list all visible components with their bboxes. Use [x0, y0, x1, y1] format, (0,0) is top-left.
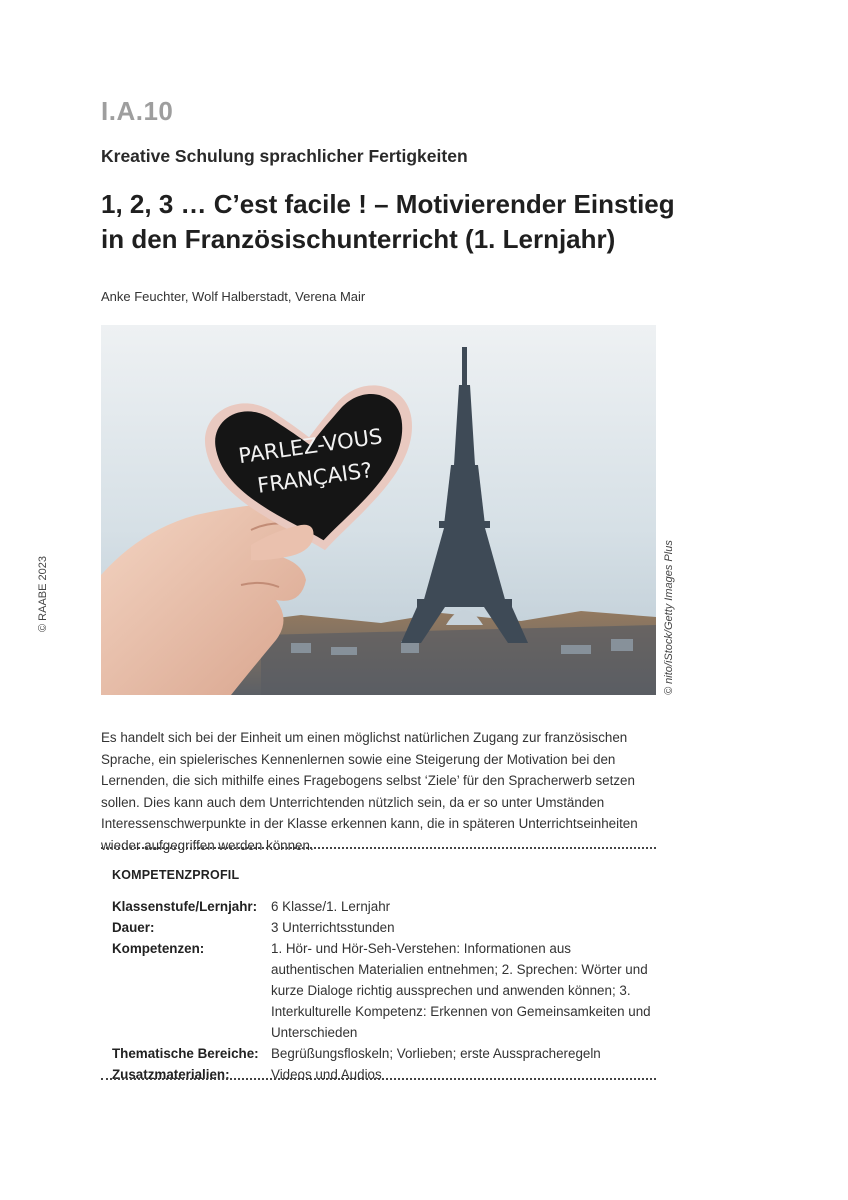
page-title: 1, 2, 3 … C’est facile ! – Motivierender Einstieg in den Französischunterricht (1. Lernjahr) [101, 189, 675, 254]
heart-text-line1: PARLEZ-VOUS [236, 424, 384, 469]
photo-credit: © nito/iStock/Getty Images Plus [663, 540, 675, 695]
profile-row-competences [112, 938, 657, 1043]
intro-paragraph: Es handelt sich bei der Einheit um einen möglichst natürlichen Zugang zur französischen Sprache, ein spielerisches Kennenlernen sowie eine Steigerung der Motivation bei den Lernenden, die sich mithilfe eines Fragebogens selbst ‘Ziele’ für den Spracherwerb setzen sollen. Dies kann auch dem Unterrichtenden nützlich sein, da er so unter Umständen Interessenschwerpunkte in der Klasse erkennen kann, die in späteren Unterrichtseinheiten wieder aufgegriffen werden können. [101, 730, 638, 853]
divider-top [101, 847, 656, 849]
profile-value: Begrüßungsfloskeln; Vorlieben; erste Ausspracheregeln [271, 1046, 601, 1061]
unit-code: I.A.10 [101, 96, 174, 126]
profile-label: Thematische Bereiche: [112, 1046, 259, 1061]
profile-label: Klassenstufe/Lernjahr: [112, 899, 258, 914]
profile-value: Videos und Audios [271, 1067, 382, 1082]
profile-row-topics [112, 1043, 657, 1064]
authors: Anke Feuchter, Wolf Halberstadt, Verena Mair [101, 289, 366, 304]
profile-value: 3 Unterrichtsstunden [271, 920, 395, 935]
profile-row-grade [112, 896, 657, 917]
competence-profile [112, 896, 657, 1085]
profile-label: Kompetenzen: [112, 941, 205, 956]
profile-value: 6 Klasse/1. Lernjahr [271, 899, 391, 914]
profile-label: Dauer: [112, 920, 155, 935]
profile-row-duration [112, 917, 657, 938]
copyright-notice: © RAABE 2023 [37, 556, 49, 632]
divider-bottom [101, 1078, 656, 1080]
cover-photo [101, 325, 656, 695]
profile-value: 1. Hör- und Hör-Seh-Verstehen: Informationen aus authentischen Materialien entnehmen; 2. Sprechen: Wörter und kurze Dialoge richtig aussprechen und anwenden können; 3. Interkulturelle Kompetenz: Erkennen von Gemeinsamkeiten und Unterschieden [271, 941, 651, 1040]
series-subtitle: Kreative Schulung sprachlicher Fertigkeiten [101, 146, 468, 166]
profile-row-materials [112, 1064, 657, 1085]
profile-heading: KOMPETENZPROFIL [112, 868, 240, 882]
heart-text-line2: FRANÇAIS? [255, 457, 374, 498]
profile-label: Zusatzmaterialien: [112, 1067, 230, 1082]
